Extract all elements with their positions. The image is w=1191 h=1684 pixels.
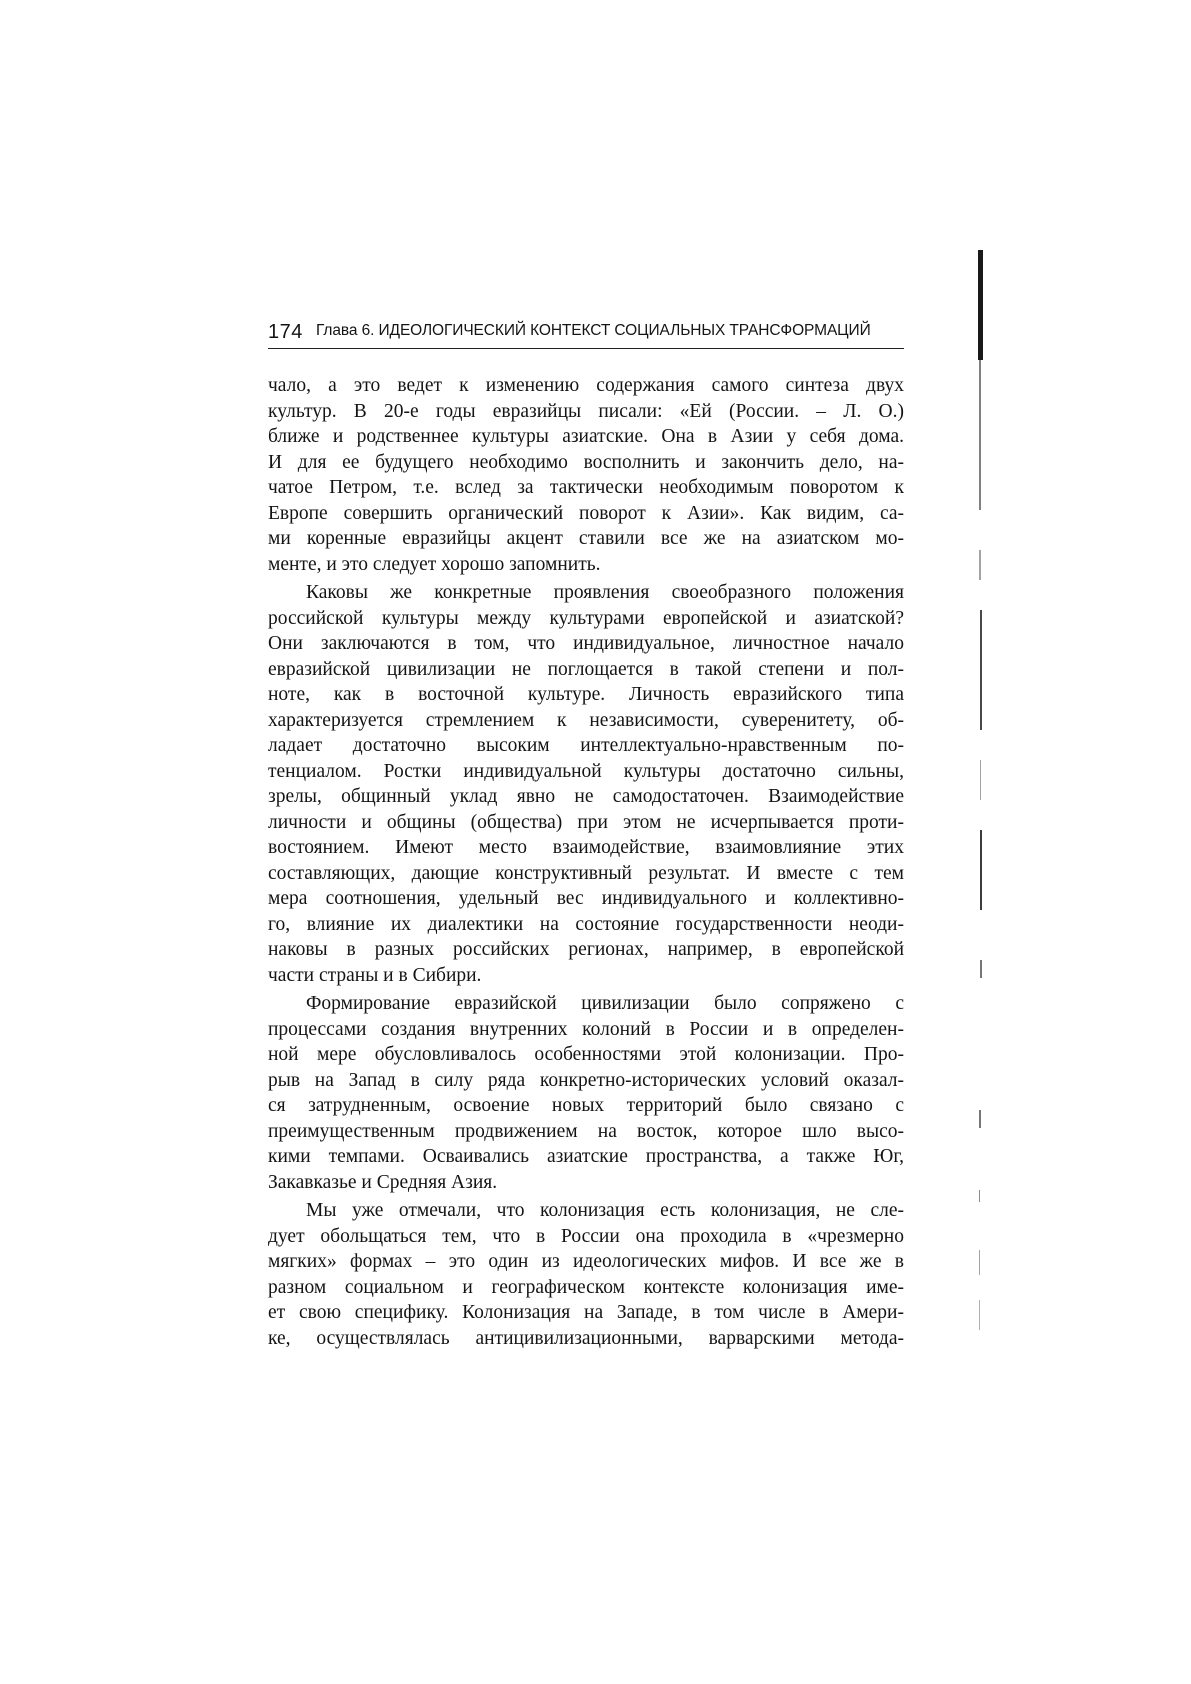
paragraph: [268, 580, 904, 988]
text-line: Европе совершить органический поворот к Азии». Как видим, са-: [268, 502, 904, 524]
text-line: ближе и родственнее культуры азиатские. Она в Азии у себя дома.: [268, 426, 904, 447]
text-line: Они заключаются в том, что индивидуальное, личностное начало: [268, 633, 904, 654]
scan-edge-artifact: [976, 250, 996, 1380]
text-line: ет свою специфику. Колонизация на Западе, в том числе в Амери-: [268, 1302, 904, 1323]
text-line: Закавказье и Средняя Азия.: [268, 1171, 498, 1193]
text-line: чало, а это ведет к изменению содержания самого синтеза двух: [268, 375, 904, 396]
text-line: личности и общины (общества) при этом не исчерпывается проти-: [268, 811, 904, 833]
body-text: [268, 373, 904, 1351]
text-line: го, влияние их диалектики на состояние государственности неоди-: [268, 913, 904, 935]
text-line: Каковы же конкретные проявления своеобразного положения: [306, 582, 904, 603]
text-line: дует обольщаться тем, что в России она проходила в «чрезмерно: [268, 1225, 904, 1247]
text-line: мягких» формах – это один из идеологических мифов. И все же в: [268, 1251, 904, 1272]
text-line: ладает достаточно высоким интеллектуально-нравственным по-: [268, 735, 904, 756]
text-line: российской культуры между культурами европейской и азиатской?: [268, 607, 904, 629]
text-line: культур. В 20-е годы евразийцы писали: «Ей (России. – Л. О.): [268, 400, 904, 422]
text-line: Мы уже отмечали, что колонизация есть колонизация, не сле-: [306, 1200, 904, 1221]
page-number: 174: [268, 321, 303, 343]
text-line: части страны и в Сибири.: [268, 964, 482, 986]
text-line: тенциалом. Ростки индивидуальной культуры достаточно сильны,: [268, 760, 904, 782]
running-title: Глава 6. ИДЕОЛОГИЧЕСКИЙ КОНТЕКСТ СОЦИАЛЬНЫХ ТРАНСФОРМАЦИЙ: [316, 322, 871, 339]
text-line: евразийской цивилизации не поглощается в такой степени и пол-: [268, 658, 904, 680]
text-line: чатое Петром, т.е. вслед за тактически необходимым поворотом к: [268, 477, 904, 498]
text-line: И для ее будущего необходимо восполнить и закончить дело, на-: [268, 451, 904, 473]
text-line: ной мере обусловливалось особенностями этой колонизации. Про-: [268, 1044, 904, 1065]
text-line: составляющих, дающие конструктивный результат. И вместе с тем: [268, 862, 904, 884]
paragraph: [268, 373, 904, 577]
text-line: востоянием. Имеют место взаимодействие, взаимовлияние этих: [268, 837, 904, 858]
paragraph: [268, 1198, 904, 1351]
paragraph-container: [268, 373, 904, 1351]
text-line: преимущественным продвижением на восток, которое шло высо-: [268, 1120, 904, 1142]
text-line: наковы в разных российских регионах, например, в европейской: [268, 939, 904, 960]
text-line: характеризуется стремлением к независимости, суверенитету, об-: [268, 709, 904, 731]
text-line: рыв на Запад в силу ряда конкретно-исторических условий оказал-: [268, 1069, 904, 1091]
text-line: ми коренные евразийцы акцент ставили все же на азиатском мо-: [268, 528, 904, 549]
paragraph: [268, 991, 904, 1195]
text-line: разном социальном и географическом контексте колонизация име-: [268, 1276, 904, 1298]
page-header: [268, 318, 904, 349]
text-line: менте, и это следует хорошо запомнить.: [268, 553, 601, 575]
text-line: ке, осуществлялась антицивилизационными, варварскими метода-: [268, 1327, 904, 1349]
text-line: мера соотношения, удельный вес индивидуального и коллективно-: [268, 888, 904, 909]
text-line: Формирование евразийской цивилизации было сопряжено с: [306, 993, 904, 1014]
text-line: ноте, как в восточной культуре. Личность евразийского типа: [268, 684, 904, 705]
text-line: зрелы, общинный уклад явно не самодостаточен. Взаимодействие: [268, 786, 904, 807]
text-line: процессами создания внутренних колоний в России и в определен-: [268, 1018, 904, 1040]
text-line: кими темпами. Осваивались азиатские пространства, а также Юг,: [268, 1146, 904, 1167]
text-line: ся затрудненным, освоение новых территорий было связано с: [268, 1095, 904, 1116]
